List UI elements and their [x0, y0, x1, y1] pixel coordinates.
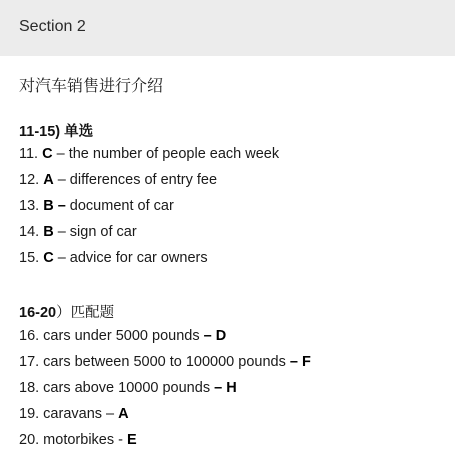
- group-heading-single-choice: [19, 120, 93, 141]
- section-header: [0, 0, 455, 56]
- answer-letter: F: [301, 354, 311, 370]
- section-title: Section 2: [19, 18, 86, 35]
- answer-separator: –: [285, 354, 302, 370]
- answer-item: [19, 224, 137, 240]
- answer-letter: B: [43, 224, 54, 240]
- answer-item: [19, 432, 137, 448]
- answer-number: 11.: [19, 146, 43, 162]
- answer-item: [19, 328, 226, 344]
- answer-number: 15.: [19, 250, 44, 266]
- answer-text: 20. motorbikes: [19, 432, 115, 448]
- answer-item: [19, 354, 311, 370]
- group-heading-range: 11-15) 单选: [19, 124, 94, 140]
- answer-separator: –: [53, 198, 70, 214]
- answer-letter: H: [226, 380, 237, 396]
- answer-text: advice for car owners: [69, 250, 208, 266]
- group-heading-range: 16-20: [19, 305, 57, 321]
- answer-text: 19. caravans: [19, 406, 103, 422]
- answer-separator: –: [53, 250, 70, 266]
- group-heading-type: ）匹配题: [56, 305, 115, 321]
- answer-item: [19, 198, 174, 214]
- answer-separator: –: [210, 380, 227, 396]
- answer-separator: –: [53, 172, 70, 188]
- answer-item: [19, 146, 279, 162]
- answer-separator: –: [53, 224, 70, 240]
- answer-item: [19, 172, 217, 188]
- answer-separator: –: [52, 146, 69, 162]
- answer-separator: –: [102, 406, 119, 422]
- answer-text: differences of entry fee: [69, 172, 218, 188]
- answer-letter: A: [43, 172, 54, 188]
- answer-letter: E: [127, 432, 137, 448]
- answer-number: 12.: [19, 172, 44, 188]
- answer-text: 17. cars between 5000 to 100000 pounds: [19, 354, 286, 370]
- answer-item: [19, 380, 237, 396]
- answer-letter: C: [43, 250, 54, 266]
- answer-letter: A: [118, 406, 129, 422]
- answer-number: 14.: [19, 224, 44, 240]
- answer-text: document of car: [69, 198, 174, 214]
- answer-text: 16. cars under 5000 pounds: [19, 328, 200, 344]
- answer-letter: C: [42, 146, 53, 162]
- answer-separator: –: [199, 328, 216, 344]
- answer-separator: -: [114, 432, 127, 448]
- answer-text: the number of people each week: [68, 146, 280, 162]
- answer-letter: D: [215, 328, 227, 344]
- answer-text: sign of car: [69, 224, 137, 240]
- group-heading-matching: [19, 301, 114, 322]
- topic-title: 对汽车销售进行介绍: [19, 78, 164, 95]
- answer-letter: B: [43, 198, 54, 214]
- answer-item: [19, 406, 129, 422]
- answer-number: 13.: [19, 198, 44, 214]
- answer-text: 18. cars above 10000 pounds: [19, 380, 211, 396]
- answer-item: [19, 250, 208, 266]
